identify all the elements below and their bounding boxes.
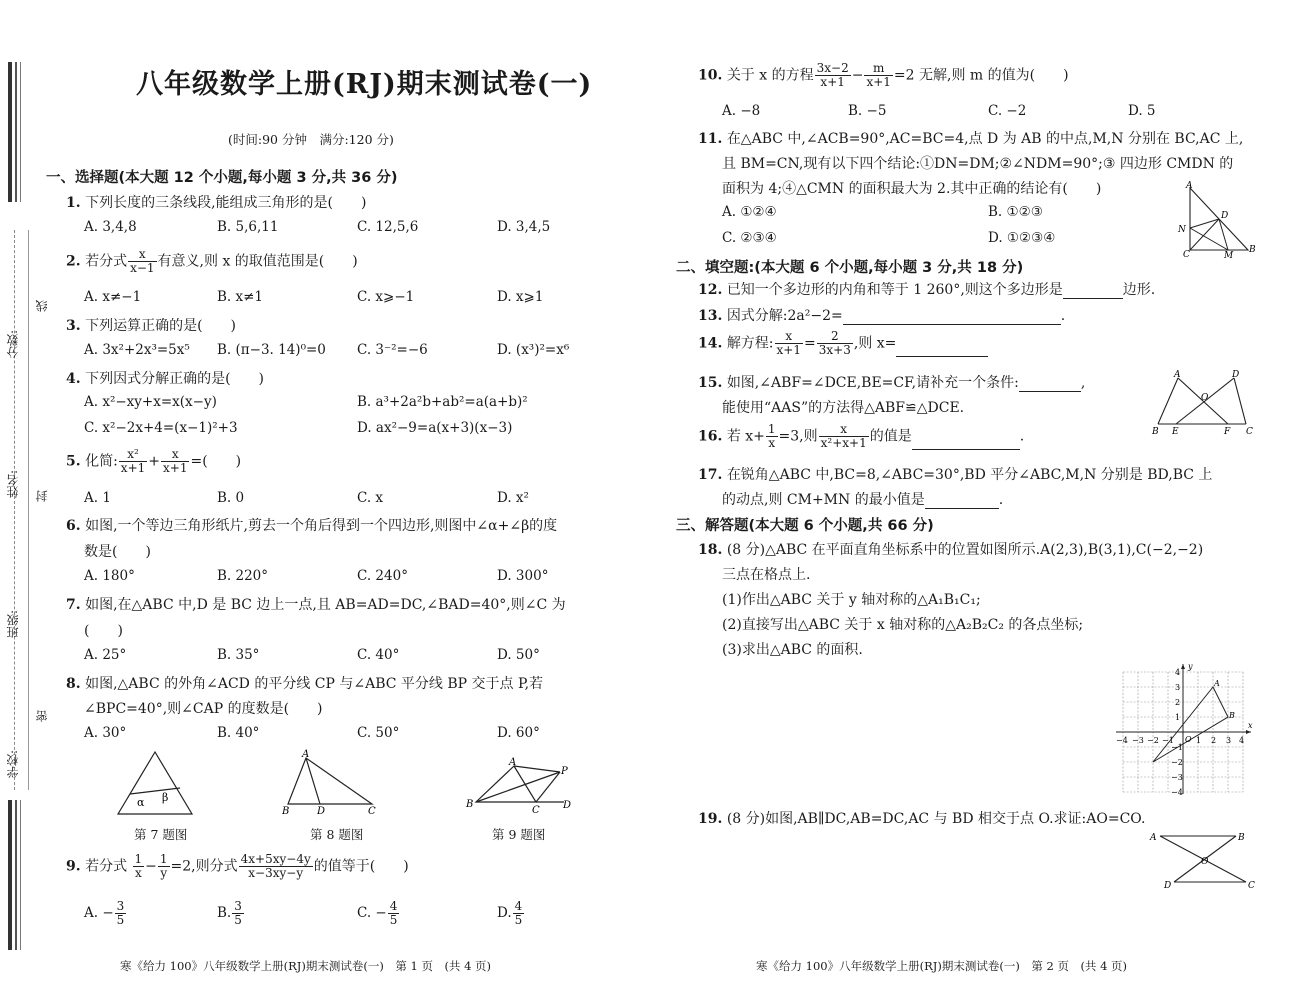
question-18-part3: (3)求出△ABC 的面积. <box>722 642 863 658</box>
svg-text:O: O <box>1201 393 1209 403</box>
figure-15-diagram <box>1148 368 1260 436</box>
q2-option-d[interactable]: D. x⩾1 <box>497 289 544 305</box>
svg-text:1: 1 <box>1175 713 1181 722</box>
question-8: 8. 如图,△ABC 的外角∠ACD 的平分线 CP 与∠ABC 平分线 BP 交于点 P,若 <box>66 676 544 692</box>
q3-option-d[interactable]: D. (x³)²=x⁶ <box>497 342 570 358</box>
q6-option-b[interactable]: B. 220° <box>217 568 269 584</box>
figure-7-caption: 第 7 题图 <box>134 827 188 842</box>
question-13: 13. 因式分解:2a²−2= . <box>698 308 1066 324</box>
svg-text:D: D <box>1164 881 1172 891</box>
q5-option-d[interactable]: D. x² <box>497 490 529 506</box>
svg-text:C: C <box>1246 427 1253 436</box>
question-11-line2: 且 BM=CN,现有以下四个结论:①DN=DM;②∠NDM=90°;③ 四边形 CMDN 的 <box>722 156 1234 172</box>
question-1: 1. 下列长度的三条线段,能组成三角形的是( ) <box>66 195 367 211</box>
question-2: 2. 若分式 $\frac{x}{x-1}$ 有意义,则 x 的取值范围是( ) <box>66 247 358 275</box>
q9-option-c[interactable]: C. − $\frac{4}{5}$ <box>357 899 398 927</box>
svg-text:M: M <box>1224 251 1234 258</box>
q3-option-b[interactable]: B. (π−3. 14)⁰=0 <box>217 342 326 358</box>
question-8-line2: ∠BPC=40°,则∠CAP 的度数是( ) <box>84 701 323 717</box>
figure-11-diagram <box>1176 180 1258 258</box>
q8-option-a[interactable]: A. 30° <box>84 725 127 741</box>
svg-text:1: 1 <box>1196 736 1202 745</box>
svg-text:A: A <box>302 749 310 760</box>
q14-blank[interactable] <box>896 356 988 357</box>
q9-option-b[interactable]: B. $\frac{3}{5}$ <box>217 899 242 927</box>
question-19: 19. (8 分)如图,AB∥DC,AB=DC,AC 与 BD 相交于点 O.求证:AO=CO. <box>698 811 1146 827</box>
svg-text:E: E <box>1172 427 1179 436</box>
question-15-line2: 能使用“AAS”的方法得△ABF≌△DCE. <box>722 400 965 416</box>
q15-blank[interactable] <box>1019 391 1081 392</box>
time-info: (时间:90 分钟 满分:120 分) <box>228 132 394 147</box>
svg-text:A: A <box>1214 679 1220 688</box>
q10-option-d[interactable]: D. 5 <box>1128 103 1156 119</box>
question-17-line2: 的动点,则 CM+MN 的最小值是 . <box>722 492 1004 508</box>
q4-option-d[interactable]: D. ax²−9=a(x+3)(x−3) <box>357 420 513 436</box>
figure-9-diagram <box>462 752 577 818</box>
question-10: 10. 关于 x 的方程 $\frac{3x-2}{x+1}$ − $\frac{m}{x+1}$ =2 无解,则 m 的值为( ) <box>698 61 1069 89</box>
q5-option-b[interactable]: B. 0 <box>217 490 245 506</box>
question-9: 9. 若分式 $\frac{1}{x}$ − $\frac{1}{y}$ =2,则分式 $\frac{4x+5xy-4y}{x-3xy-y}$ 的值等于( ) <box>66 852 409 880</box>
q7-option-b[interactable]: B. 35° <box>217 647 260 663</box>
svg-text:D: D <box>1232 370 1240 380</box>
q10-option-b[interactable]: B. −5 <box>848 103 887 119</box>
svg-text:2: 2 <box>1211 736 1217 745</box>
q2-option-a[interactable]: A. x≠−1 <box>84 289 142 305</box>
svg-text:−1: −1 <box>1171 743 1183 752</box>
svg-text:−1: −1 <box>1162 736 1174 745</box>
question-5: 5. 化简: $\frac{\text{x²}}{x+1}$ + $\frac{x}{x+1}$ =( ) <box>66 447 242 475</box>
svg-text:A: A <box>1186 181 1193 191</box>
svg-text:O: O <box>1201 857 1209 867</box>
svg-text:3: 3 <box>1226 736 1232 745</box>
question-4: 4. 下列因式分解正确的是( ) <box>66 371 265 387</box>
q10-option-a[interactable]: A. −8 <box>722 103 761 119</box>
svg-text:B: B <box>466 799 474 810</box>
svg-text:B: B <box>282 806 290 817</box>
question-7-line2: ( ) <box>84 623 123 639</box>
footer-right: 寒《给力 100》八年级数学上册(RJ)期末测试卷(一) 第 2 页 (共 4 页) <box>756 959 1128 973</box>
question-7: 7. 如图,在△ABC 中,D 是 BC 边上一点,且 AB=AD=DC,∠BAD=40°,则∠C 为 <box>66 597 566 613</box>
svg-text:B: B <box>1238 833 1245 843</box>
q7-option-d[interactable]: D. 50° <box>497 647 540 663</box>
q9-option-d[interactable]: D. $\frac{4}{5}$ <box>497 899 523 927</box>
q4-option-a[interactable]: A. x²−xy+x=x(x−y) <box>84 394 217 410</box>
line-label: 线 <box>35 300 49 312</box>
name-label: 姓名: <box>6 470 20 499</box>
q1-option-c[interactable]: C. 12,5,6 <box>357 219 419 235</box>
q5-option-a[interactable]: A. 1 <box>84 490 111 506</box>
svg-text:B: B <box>1229 711 1235 720</box>
footer-left: 寒《给力 100》八年级数学上册(RJ)期末测试卷(一) 第 1 页 (共 4 页) <box>120 959 492 973</box>
secret-label: 密 <box>35 710 49 722</box>
alpha-label: α <box>137 796 145 809</box>
q2-option-c[interactable]: C. x⩾−1 <box>357 289 415 305</box>
coordinate-grid-figure <box>1108 660 1258 800</box>
q6-option-d[interactable]: D. 300° <box>497 568 549 584</box>
seal-label: 封 <box>35 490 49 502</box>
svg-text:A: A <box>1150 833 1157 843</box>
svg-text:A: A <box>509 757 517 768</box>
section-answer: 三、解答题(本大题 6 个小题,共 66 分) <box>676 518 934 534</box>
svg-text:O: O <box>1185 735 1192 744</box>
question-18: 18. (8 分)△ABC 在平面直角坐标系中的位置如图所示.A(2,3),B(3,1),C(−2,−2) <box>698 542 1204 558</box>
beta-label: β <box>162 791 169 804</box>
svg-text:−3: −3 <box>1171 773 1183 782</box>
q1-option-a[interactable]: A. 3,4,8 <box>84 219 137 235</box>
svg-text:N: N <box>1178 225 1186 235</box>
question-3: 3. 下列运算正确的是( ) <box>66 318 237 334</box>
svg-text:C: C <box>1248 881 1255 891</box>
svg-text:x: x <box>1248 721 1253 730</box>
svg-text:C: C <box>532 805 540 816</box>
figure-8-caption: 第 8 题图 <box>310 827 364 842</box>
q2-option-b[interactable]: B. x≠1 <box>217 289 264 305</box>
q3-option-c[interactable]: C. 3⁻²=−6 <box>357 342 428 358</box>
q6-option-a[interactable]: A. 180° <box>84 568 135 584</box>
section-fill: 二、填空题:(本大题 6 个小题,每小题 3 分,共 18 分) <box>676 260 1024 276</box>
school-label: 学校: <box>6 750 20 779</box>
q12-blank[interactable] <box>1063 298 1123 299</box>
svg-text:F: F <box>1224 427 1231 436</box>
q7-option-c[interactable]: C. 40° <box>357 647 400 663</box>
question-18-line2: 三点在格点上. <box>722 567 811 583</box>
question-12: 12. 已知一个多边形的内角和等于 1 260°,则这个多边形是 边形. <box>698 282 1156 298</box>
section-choice: 一、选择题(本大题 12 个小题,每小题 3 分,共 36 分) <box>46 170 398 186</box>
q9-option-a[interactable]: A. − $\frac{3}{5}$ <box>84 899 125 927</box>
q11-option-c[interactable]: C. ②③④ <box>722 230 777 246</box>
q3-option-a[interactable]: A. 3x²+2x³=5x⁵ <box>84 342 190 358</box>
q7-option-a[interactable]: A. 25° <box>84 647 127 663</box>
q13-blank[interactable] <box>843 324 1061 325</box>
svg-text:−4: −4 <box>1171 788 1183 797</box>
q16-blank[interactable] <box>912 449 1020 450</box>
question-14: 14. 解方程: $\frac{x}{x+1}$ = $\frac{2}{3x+3}$ ,则 x= <box>698 330 988 357</box>
q10-option-c[interactable]: C. −2 <box>988 103 1027 119</box>
figure-7-diagram <box>110 748 200 818</box>
q8-option-d[interactable]: D. 60° <box>497 725 540 741</box>
svg-text:2: 2 <box>1175 698 1181 707</box>
svg-text:3: 3 <box>1175 683 1181 692</box>
svg-text:A: A <box>1174 370 1181 380</box>
svg-text:−4: −4 <box>1116 736 1128 745</box>
q8-option-c[interactable]: C. 50° <box>357 725 400 741</box>
q11-option-a[interactable]: A. ①②④ <box>722 204 777 220</box>
svg-text:−2: −2 <box>1147 736 1159 745</box>
figure-19-diagram <box>1146 826 1258 892</box>
question-18-part2: (2)直接写出△ABC 关于 x 轴对称的△A₂B₂C₂ 的各点坐标; <box>722 617 1084 633</box>
question-16: 16. 若 x+ $\frac{1}{x}$ =3,则 $\frac{x}{\text{x²+x+1}}$ 的值是 . <box>698 422 1025 450</box>
svg-text:P: P <box>561 766 568 777</box>
question-15: 15. 如图,∠ABF=∠DCE,BE=CF,请补充一个条件: , <box>698 375 1086 391</box>
page-title: 八年级数学上册(RJ)期末测试卷(一) <box>136 69 593 100</box>
svg-text:4: 4 <box>1239 736 1245 745</box>
svg-text:B: B <box>1152 427 1159 436</box>
q1-option-b[interactable]: B. 5,6,11 <box>217 219 279 235</box>
q4-option-c[interactable]: C. x²−2x+4=(x−1)²+3 <box>84 420 238 436</box>
q11-option-d[interactable]: D. ①②③④ <box>988 230 1056 246</box>
svg-text:−3: −3 <box>1132 736 1144 745</box>
q17-blank[interactable] <box>925 508 999 509</box>
question-18-part1: (1)作出△ABC 关于 y 轴对称的△A₁B₁C₁; <box>722 592 981 608</box>
question-11-line3: 面积为 4;④△CMN 的面积最大为 2.其中正确的结论有( ) <box>722 181 1102 197</box>
svg-text:4: 4 <box>1175 668 1181 677</box>
svg-text:−2: −2 <box>1171 758 1183 767</box>
figure-9-caption: 第 9 题图 <box>492 827 546 842</box>
q1-option-d[interactable]: D. 3,4,5 <box>497 219 551 235</box>
q8-option-b[interactable]: B. 40° <box>217 725 260 741</box>
question-17: 17. 在锐角△ABC 中,BC=8,∠ABC=30°,BD 平分∠ABC,M,N 分别是 BD,BC 上 <box>698 467 1213 483</box>
svg-text:y: y <box>1188 662 1193 671</box>
svg-text:D: D <box>1221 211 1229 221</box>
q6-option-c[interactable]: C. 240° <box>357 568 408 584</box>
svg-text:D: D <box>317 806 326 817</box>
q11-option-b[interactable]: B. ①②③ <box>988 204 1043 220</box>
score-label: 分数: <box>6 330 20 359</box>
figure-8-diagram <box>280 748 385 820</box>
svg-text:D: D <box>563 800 572 811</box>
svg-text:C: C <box>1183 250 1190 258</box>
question-11: 11. 在△ABC 中,∠ACB=90°,AC=BC=4,点 D 为 AB 的中点,M,N 分别在 BC,AC 上, <box>698 131 1244 147</box>
q5-option-c[interactable]: C. x <box>357 490 384 506</box>
q4-option-b[interactable]: B. a³+2a²b+ab²=a(a+b)² <box>357 394 528 410</box>
class-label: 班级: <box>6 610 20 639</box>
svg-text:B: B <box>1249 245 1256 255</box>
question-6-line2: 数是( ) <box>84 544 151 560</box>
svg-text:C: C <box>368 806 376 817</box>
question-6: 6. 如图,一个等边三角形纸片,剪去一个角后得到一个四边形,则图中∠α+∠β的度 <box>66 518 558 534</box>
